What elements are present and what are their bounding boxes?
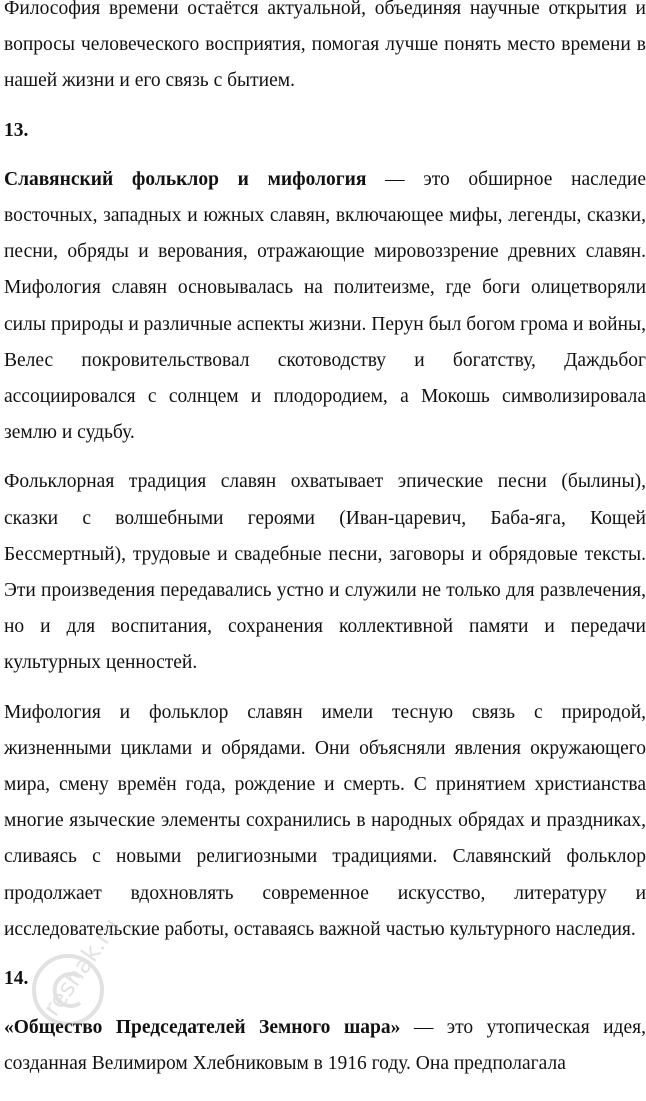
term-presidents-society: «Общество Председателей Земного шара» [4, 1017, 401, 1039]
paragraph-time-philosophy: Философия времени остаётся актуальной, объединяя научные открытия и вопросы человеческого восприятия, помогая лучше понять место времени в нашей жизни и его связь с бытием. [4, 0, 646, 92]
paragraph-presidents-society-text: — это утопическая идея, созданная Велимиром Хлебниковым в 1916 году. Она предполагала [4, 1017, 646, 1075]
paragraph-folklore-tradition: Фольклорная традиция славян охватывает эпические песни (былины), сказки с волшебными героями (Иван-царевич, Баба-яга, Кощей Бессмертный), трудовые и свадебные песни, заговоры и обрядовые тексты. Эти произведения передавались устно и служили не только для развлечения, но и для воспитания, сохранения коллективной памяти и передачи культурных ценностей. [4, 471, 646, 674]
paragraph-slavic-folklore [4, 162, 646, 452]
paragraph-slavic-folklore-text: — это обширное наследие восточных, западных и южных славян, включающее мифы, легенды, сказки, песни, обряды и верования, отражающие мировоззрение древних славян. Мифология славян основывалась на политеизме, где боги олицетворяли силы природы и различные аспекты жизни. Перун был богом грома и войны, Велес покровительствовал скотоводству и богатству, Даждьбог ассоциировался с солнцем и плодородием, а Мокошь символизировала землю и судьбу. [4, 168, 646, 444]
section-number-14: 14. [4, 968, 29, 990]
paragraph-mythology-nature: Мифология и фольклор славян имели тесную связь с природой, жизненными циклами и обрядами. Они объясняли явления окружающего мира, смену времён года, рождение и смерть. С принятием христианства многие языческие элементы сохранились в народных обрядах и праздниках, сливаясь с новыми религиозными традициями. Славянский фольклор продолжает вдохновлять современное искусство, литературу и исследовательские работы, оставаясь важной частью культурного наследия. [4, 701, 646, 940]
term-slavic-folklore: Славянский фольклор и мифология [4, 168, 367, 190]
paragraph-presidents-society [4, 1010, 646, 1082]
watermark-text: reshak.ru [37, 912, 126, 1022]
section-number-13: 13. [4, 119, 29, 141]
